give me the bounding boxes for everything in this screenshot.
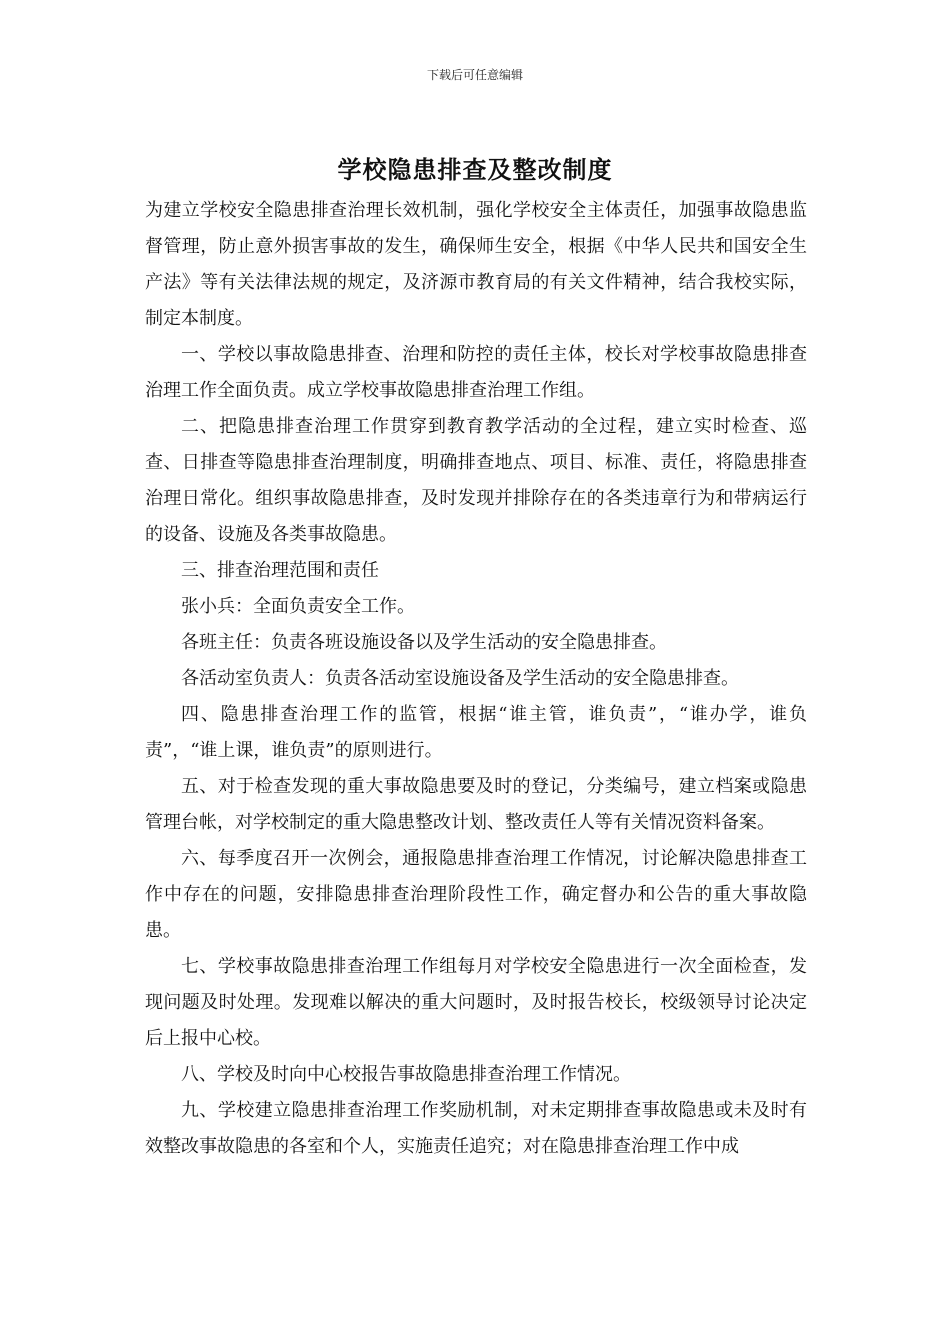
paragraph-8: 八、学校及时向中心校报告事故隐患排查治理工作情况。 (181, 1064, 631, 1085)
header-note: 下载后可任意编辑 (426, 68, 523, 82)
responsibility-principal: 张小兵：全面负责安全工作。 (181, 596, 415, 617)
paragraph-2: 二、把隐患排查治理工作贯穿到教育教学活动的全过程，建立实时检查、巡查、日排查等隐患排查治理制度，明确排查地点、项目、标准、责任，将隐患排查治理日常化。组织事故隐患排查，及时发现并排除存在的各类违章行为和带病运行的设备、设施及各类事故隐患。 (145, 416, 807, 545)
responsibility-class-teachers: 各班主任：负责各班设施设备以及学生活动的安全隐患排查。 (181, 632, 667, 653)
paragraph-4: 四、隐患排查治理工作的监管，根据“谁主管，谁负责”，“谁办学，谁负责”，“谁上课，谁负责”的原则进行。 (145, 704, 807, 761)
paragraph-9: 九、学校建立隐患排查治理工作奖励机制，对未定期排查事故隐患或未及时有效整改事故隐患的各室和个人，实施责任追究；对在隐患排查治理工作中成 (145, 1100, 807, 1157)
paragraph-3: 三、排查治理范围和责任 (181, 560, 379, 581)
paragraph-1: 一、学校以事故隐患排查、治理和防控的责任主体，校长对学校事故隐患排查治理工作全面负责。成立学校事故隐患排查治理工作组。 (145, 344, 807, 401)
responsibility-activity-rooms: 各活动室负责人：负责各活动室设施设备及学生活动的安全隐患排查。 (181, 668, 739, 689)
paragraph-7: 七、学校事故隐患排查治理工作组每月对学校安全隐患进行一次全面检查，发现问题及时处理。发现难以解决的重大问题时，及时报告校长，校级领导讨论决定后上报中心校。 (145, 956, 807, 1049)
paragraph-6: 六、每季度召开一次例会，通报隐患排查治理工作情况，讨论解决隐患排查工作中存在的问题，安排隐患排查治理阶段性工作，确定督办和公告的重大事故隐患。 (145, 848, 807, 941)
document-title: 学校隐患排查及整改制度 (337, 156, 613, 184)
intro-paragraph: 为建立学校安全隐患排查治理长效机制，强化学校安全主体责任，加强事故隐患监督管理，防止意外损害事故的发生，确保师生安全，根据《中华人民共和国安全生产法》等有关法律法规的规定，及济源市教育局的有关文件精神，结合我校实际，制定本制度。 (145, 200, 807, 329)
paragraph-5: 五、对于检查发现的重大事故隐患要及时的登记，分类编号，建立档案或隐患管理台帐，对学校制定的重大隐患整改计划、整改责任人等有关情况资料备案。 (145, 776, 807, 833)
document-body (145, 193, 807, 1165)
